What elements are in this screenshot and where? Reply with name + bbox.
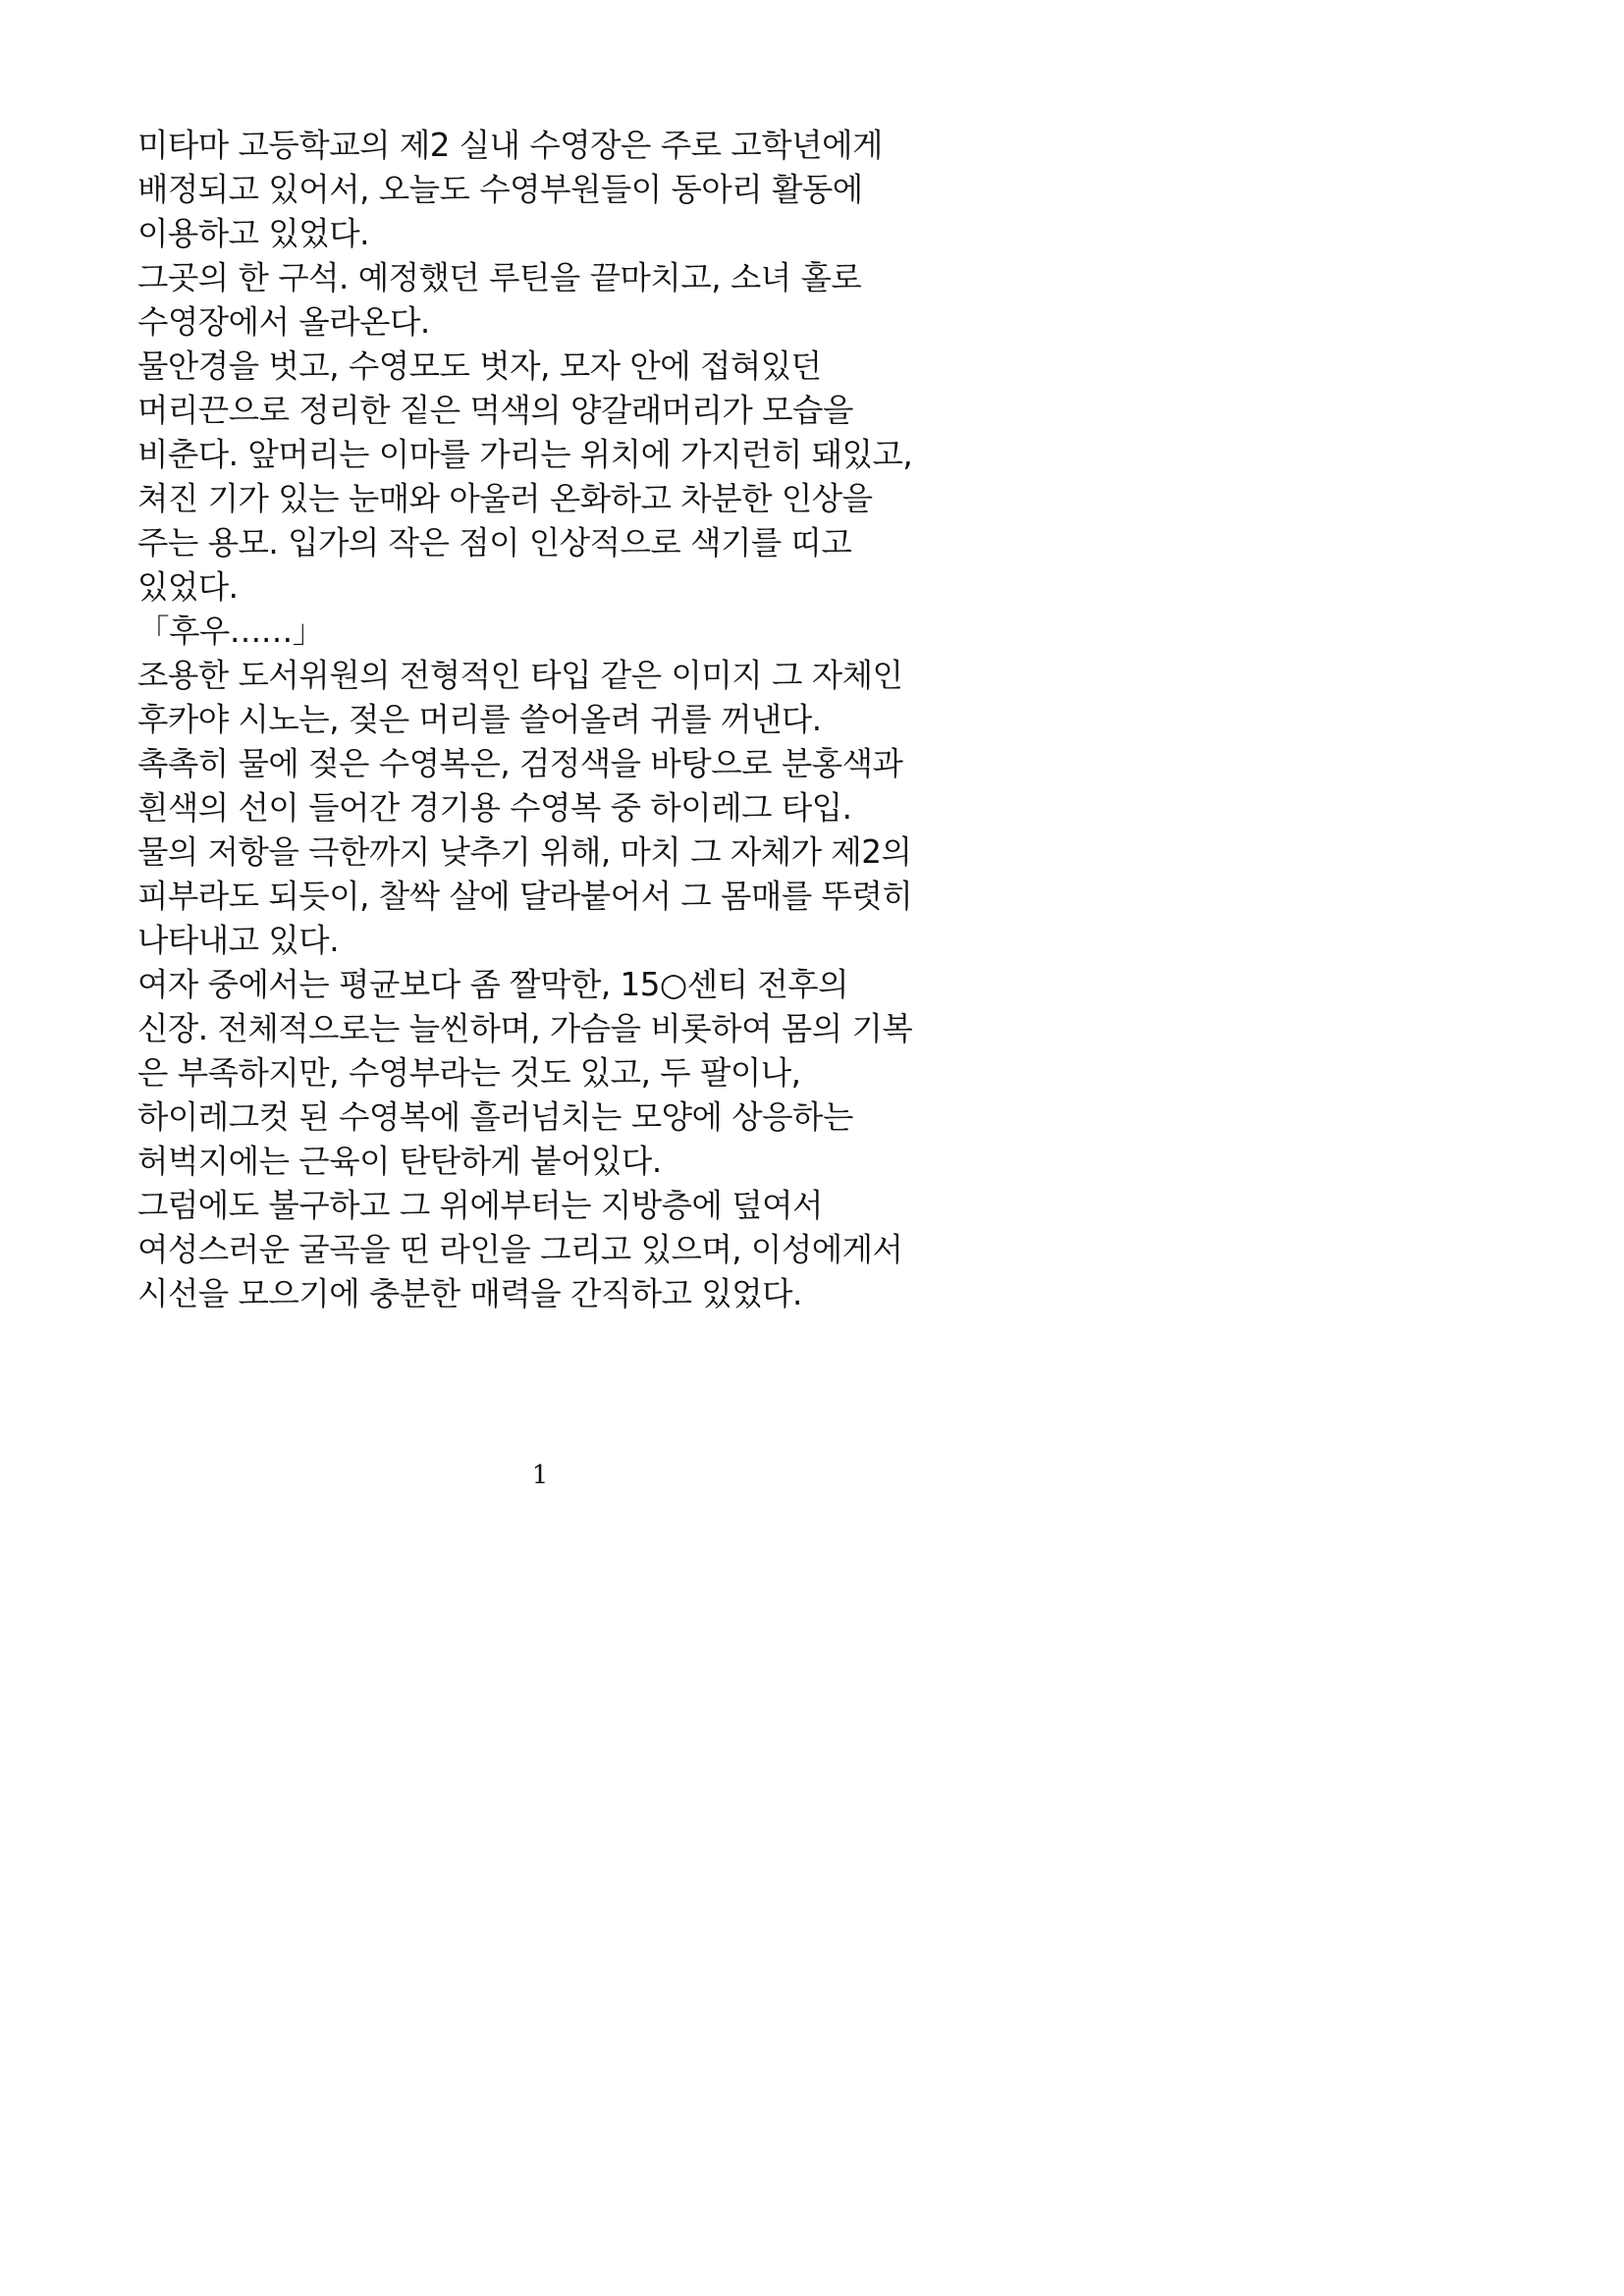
text-line: 여자 중에서는 평균보다 좀 짤막한, 15○센티 전후의 [137,966,849,1003]
text-line: 쳐진 기가 있는 눈매와 아울러 온화하고 차분한 인상을 [137,480,873,517]
body-text [137,124,952,1316]
text-line: 그곳의 한 구석. 예정했던 루틴을 끝마치고, 소녀 홀로 [137,259,862,296]
text-line: 미타마 고등학교의 제2 실내 수영장은 주로 고학년에게 [137,127,883,164]
text-line: 비춘다. 앞머리는 이마를 가리는 위치에 가지런히 돼있고, [137,436,913,473]
text-line: 흰색의 선이 들어간 경기용 수영복 중 하이레그 타입. [137,789,852,827]
text-line: 머리끈으로 정리한 짙은 먹색의 양갈래머리가 모습을 [137,392,853,429]
text-line: 후카야 시노는, 젖은 머리를 쓸어올려 귀를 꺼낸다. [137,701,822,738]
text-line: 하이레그컷 된 수영복에 흘러넘치는 모양에 상응하는 [137,1098,853,1136]
text-line: 촉촉히 물에 젖은 수영복은, 검정색을 바탕으로 분홍색과 [137,745,903,782]
text-line: 시선을 모으기에 충분한 매력을 간직하고 있었다. [137,1275,802,1312]
text-line: 수영장에서 올라온다. [137,303,430,341]
text-line: 신장. 전체적으로는 늘씬하며, 가슴을 비롯하여 몸의 기복 [137,1010,913,1047]
text-line: 이용하고 있었다. [137,215,369,252]
text-line: 허벅지에는 근육이 탄탄하게 붙어있다. [137,1143,662,1180]
text-line: 피부라도 되듯이, 찰싹 살에 달라붙어서 그 몸매를 뚜렷히 [137,878,913,915]
document-page [0,0,1080,1527]
text-line: 배정되고 있어서, 오늘도 수영부원들이 동아리 활동에 [137,171,863,208]
text-line: 은 부족하지만, 수영부라는 것도 있고, 두 팔이나, [137,1054,801,1092]
text-line: 여성스러운 굴곡을 띤 라인을 그리고 있으며, 이성에게서 [137,1231,903,1268]
text-line: 나타내고 있다. [137,922,340,959]
text-line: 물안경을 벗고, 수영모도 벗자, 모자 안에 접혀있던 [137,347,822,385]
page-number: 1 [531,1461,549,1490]
text-line: 물의 저항을 극한까지 낮추기 위해, 마치 그 자체가 제2의 [137,833,912,871]
text-line: 「후우……」 [137,613,324,650]
text-line: 그럼에도 불구하고 그 위에부터는 지방층에 덮여서 [137,1187,823,1224]
text-line: 있었다. [137,568,239,606]
text-line: 조용한 도서위원의 전형적인 타입 같은 이미지 그 자체인 [137,657,903,694]
text-line: 주는 용모. 입가의 작은 점이 인상적으로 색기를 띠고 [137,524,852,561]
